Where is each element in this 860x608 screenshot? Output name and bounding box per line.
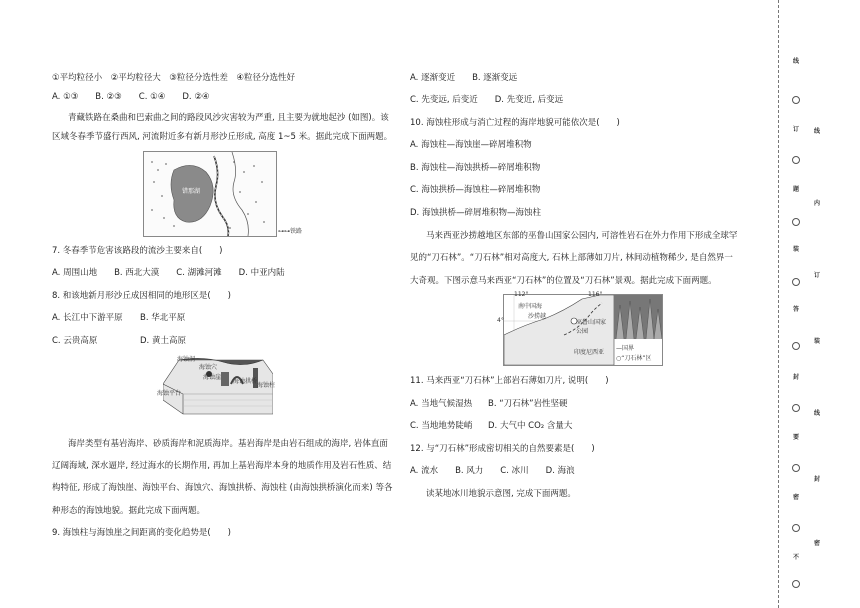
question-7-options: A. 周围山地 B. 西北大漠 C. 湖滩河滩 D. 中亚内陆 <box>52 268 285 278</box>
question-9: 9. 海蚀柱与海蚀崖之间距离的变化趋势是( ) <box>52 528 231 538</box>
railway-sand-map <box>143 151 277 237</box>
binding-char: 装 <box>813 338 820 345</box>
latitude-4: 4° <box>497 317 504 324</box>
longitude-116: 116° <box>588 291 603 298</box>
label-sea-cliff: 海蚀崖 <box>203 374 222 381</box>
railway-map-graphic <box>144 152 276 236</box>
binding-char: 封 <box>813 476 820 483</box>
binding-char: 订 <box>792 126 799 133</box>
passage-2-line-3: 构特征, 形成了海蚀崖、海蚀平台、海蚀穴、海蚀拱桥、海蚀柱 (由海蚀拱桥演化而来) 等各 <box>52 483 393 493</box>
passage-3-line-2: 见的“刀石林”。“刀石林”相对高度大, 石林上部薄如刀片, 林间动植物稀少, 是自然界一 <box>410 253 733 263</box>
question-11-option-c: C. 当地地势陡峭 <box>410 421 473 431</box>
binding-char: 线 <box>813 410 820 417</box>
question-10-option-d: D. 海蚀拱桥—碎屑堆积物—海蚀柱 <box>410 208 541 218</box>
railway-legend <box>278 226 302 235</box>
question-11: 11. 马来西亚“刀石林”上部岩石薄如刀片, 说明( ) <box>410 376 609 386</box>
question-12-options: A. 流水 B. 风力 C. 冰川 D. 海浪 <box>410 466 575 476</box>
map-country-label: 印度尼西亚 <box>574 349 605 356</box>
binding-char: 密 <box>792 494 799 501</box>
passage-2-line-1: 海岸类型有基岩海岸、砂质海岸和泥质海岸。基岩海岸是由岩石组成的海岸, 岩体直面 <box>68 439 388 449</box>
label-sea-arch: 海蚀拱桥 <box>233 378 258 385</box>
lake-label: 错那湖 <box>182 188 201 195</box>
binding-hole-circle <box>792 96 800 104</box>
map-region-label: 沙捞越 <box>528 313 547 320</box>
question-11-option-b: B. “刀石林”岩性坚硬 <box>488 399 568 409</box>
binding-hole-circle <box>792 218 800 226</box>
map-park-label: 巫鲁山国家公园 <box>576 319 607 335</box>
binding-hole-circle <box>792 404 800 412</box>
passage-2-line-2: 辽阔海域, 深水逼岸, 经过海水的长期作用, 再加上基岩海岸本身的地质作用及岩石性质、结 <box>52 461 392 471</box>
stone-forest-legend-symbol: ○ <box>616 355 622 362</box>
label-sea-cave: 海蚀洞 <box>177 356 196 363</box>
binding-dashed-line <box>778 0 779 608</box>
binding-char: 答 <box>792 306 799 313</box>
label-wave-platform: 海蚀平台 <box>157 390 182 397</box>
question-8-option-d: D. 黄土高原 <box>140 336 186 346</box>
question-10: 10. 海蚀柱形成与消亡过程的海岸地貌可能依次是( ) <box>410 118 620 128</box>
map-sea-label: 南中国海 <box>518 303 543 310</box>
choices-line: A. ①③ B. ②③ C. ①④ D. ②④ <box>52 92 210 102</box>
binding-char: 线 <box>813 128 820 135</box>
passage-1-line-2: 区域冬春季节盛行西风, 河流附近多有新月形沙丘形成, 高度 1~5 米。据此完成下面两题。 <box>52 132 393 142</box>
question-8-option-a: A. 长江中下游平原 <box>52 313 123 323</box>
border-legend-text: 国界 <box>622 345 635 352</box>
border-legend-symbol: — <box>616 345 622 352</box>
binding-hole-circle <box>792 464 800 472</box>
binding-char: 订 <box>813 272 820 279</box>
question-7: 7. 冬春季节危害该路段的流沙主要来自( ) <box>52 246 223 256</box>
question-11-option-d: D. 大气中 CO₂ 含量大 <box>488 421 573 431</box>
coastal-landform-diagram <box>157 354 276 424</box>
binding-char: 要 <box>792 434 799 441</box>
question-10-option-c: C. 海蚀拱桥—海蚀柱—碎屑堆积物 <box>410 185 541 195</box>
passage-3-line-3: 大奇观。下图示意马来西亚“刀石林”的位置及“刀石林”景观。据此完成下面两题。 <box>410 276 717 286</box>
question-10-option-b: B. 海蚀柱—海蚀拱桥—碎屑堆积物 <box>410 163 541 173</box>
binding-hole-circle <box>792 278 800 286</box>
question-8: 8. 和该地新月形沙丘成因相同的地形区是( ) <box>52 291 231 301</box>
passage-2-line-4: 种形态的海蚀地貌。据此完成下面两题。 <box>52 506 206 516</box>
binding-char: 内 <box>813 200 820 207</box>
options-line: ①平均粒径小 ②平均粒径大 ③粒径分选性差 ④粒径分选性好 <box>52 73 295 83</box>
question-9-options-ab: A. 逐渐变近 B. 逐渐变远 <box>410 73 518 83</box>
question-11-option-a: A. 当地气候湿热 <box>410 399 473 409</box>
passage-4: 读某地冰川地貌示意图, 完成下面两题。 <box>426 489 576 499</box>
stone-forest-location-map <box>503 294 663 366</box>
map-legend-stone-forest <box>616 353 651 362</box>
question-9-options-cd: C. 先变远, 后变近 D. 先变近, 后变远 <box>410 95 564 105</box>
binding-char: 线 <box>792 58 799 65</box>
binding-hole-circle <box>792 156 800 164</box>
label-sea-stack: 海蚀柱 <box>257 382 276 389</box>
binding-hole-circle <box>792 524 800 532</box>
binding-char: 封 <box>792 374 799 381</box>
binding-char: 密 <box>813 540 820 547</box>
question-12: 12. 与“刀石林”形成密切相关的自然要素是( ) <box>410 444 595 454</box>
binding-char: 题 <box>792 186 799 193</box>
railway-legend-text: 铁路 <box>290 228 303 235</box>
binding-hole-circle <box>792 342 800 350</box>
binding-char: 装 <box>792 246 799 253</box>
passage-1-line-1: 青藏铁路在桑曲和巴索曲之间的路段风沙灾害较为严重, 且主要为就地起沙 (如图)。该 <box>68 113 389 123</box>
passage-3-line-1: 马来西亚沙捞越地区东部的巫鲁山国家公园内, 可溶性岩石在外力作用下形成全球罕 <box>426 231 738 241</box>
question-8-option-c: C. 云贵高原 <box>52 336 98 346</box>
question-10-option-a: A. 海蚀柱—海蚀崖—碎屑堆积物 <box>410 140 532 150</box>
label-sea-notch: 海蚀穴 <box>199 364 218 371</box>
question-8-option-b: B. 华北平原 <box>140 313 186 323</box>
longitude-112: 112° <box>514 291 529 298</box>
binding-char: 不 <box>792 554 799 561</box>
railway-legend-symbol: ⊶⊶ <box>278 228 290 235</box>
map-legend-border <box>616 343 634 352</box>
binding-hole-circle <box>792 580 800 588</box>
stone-forest-legend-text: “刀石林”区 <box>621 355 652 362</box>
